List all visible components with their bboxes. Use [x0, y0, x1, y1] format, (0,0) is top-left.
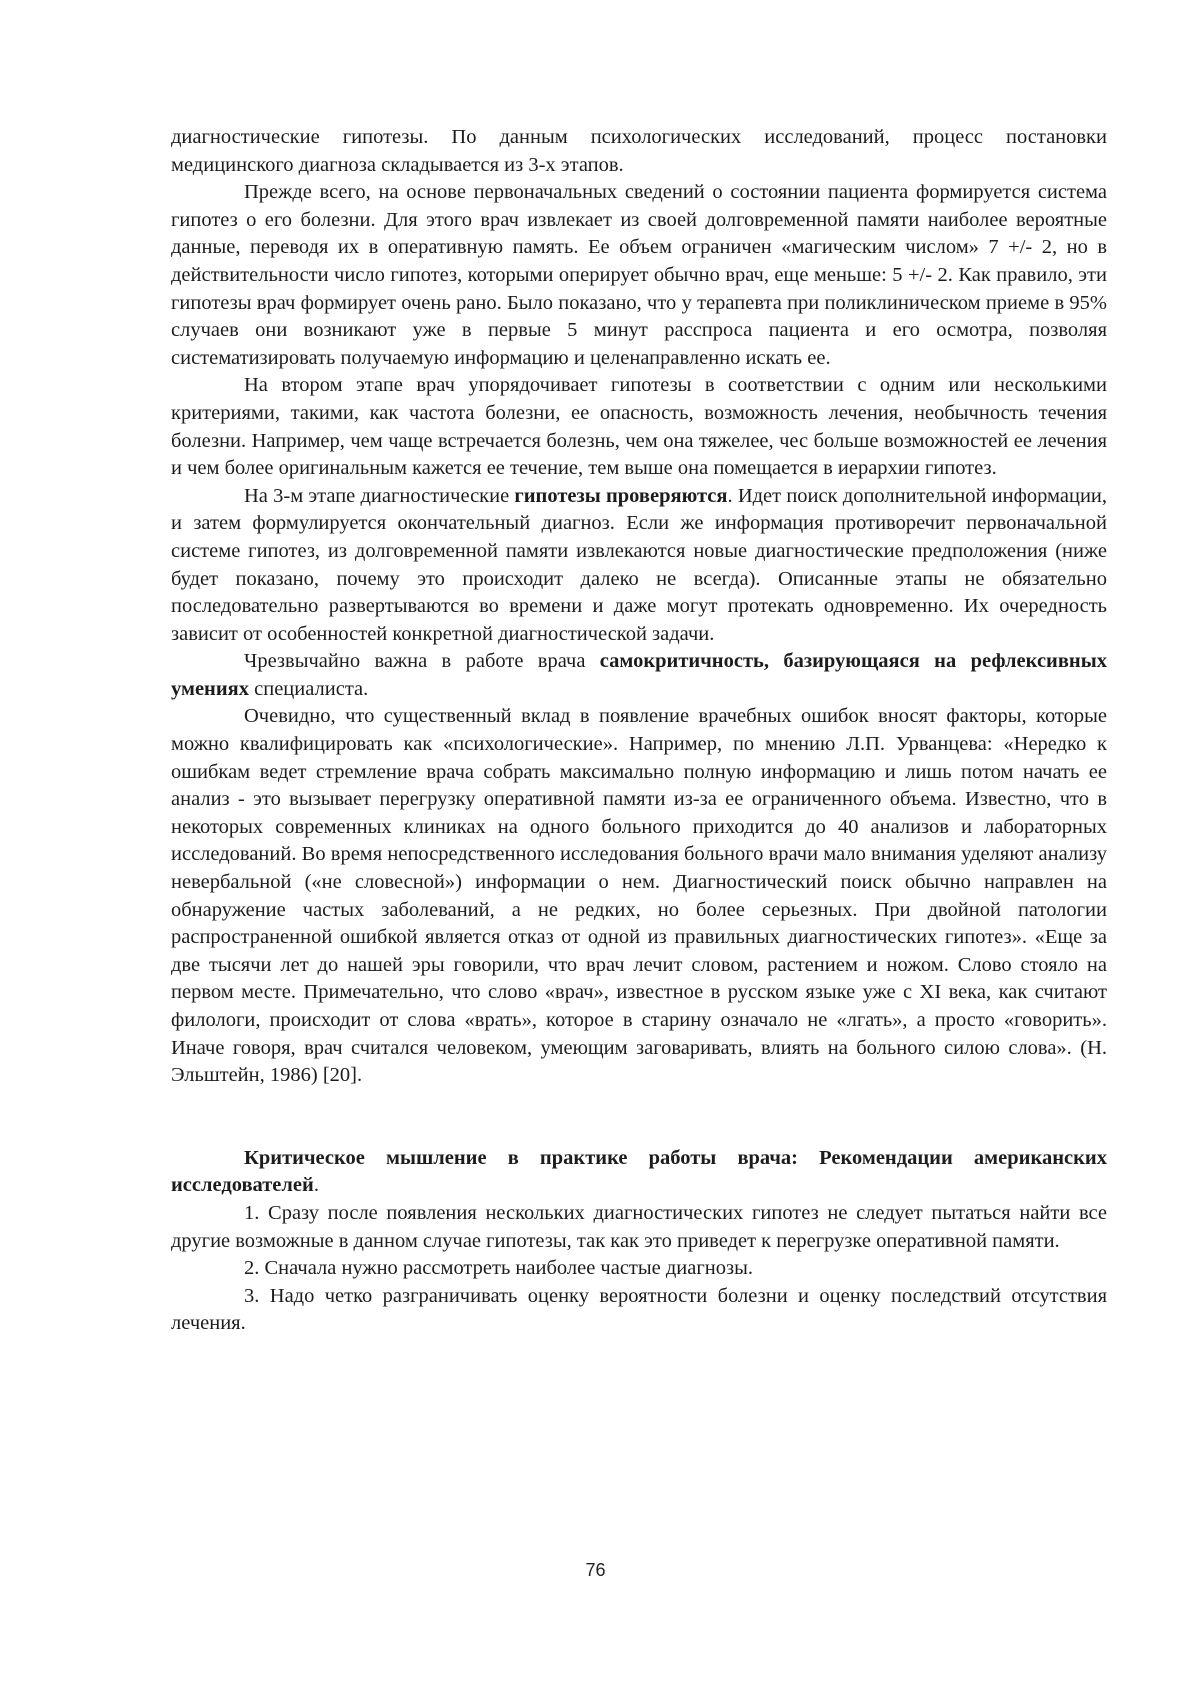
- section-heading: [171, 1145, 1107, 1200]
- list-item: 2. Сначала нужно рассмотреть наиболее частые диагнозы.: [244, 1257, 754, 1280]
- list-item: 1. Сразу после появления нескольких диагностических гипотез не следует пытаться найти все другие возможные в данном случае гипотезы, так как это приведет к перегрузке оперативной памяти.: [171, 1201, 1107, 1252]
- paragraph-stage-one: Прежде всего, на основе первоначальных сведений о состоянии пациента формируется система гипотез о его болезни. Для этого врач извлекает из своей долговременной памяти наиболее вероятные данные, переводя их в оперативную память. Ее объем ограничен «магическим числом» 7 +/- 2, но в действительности число гипотез, которыми оперирует обычно врач, еще меньше: 5 +/- 2. Как правило, эти гипотезы врач формирует очень рано. Было показано, что у терапевта при поликлиническом приеме в 95% случаев они возникают уже в первые 5 минут расспроса пациента и его осмотра, позволяя систематизировать получаемую информацию и целенаправленно искать ее.: [171, 181, 1107, 369]
- page-body: [171, 124, 1107, 1338]
- text-run: специалиста.: [249, 677, 369, 700]
- paragraph-stage-three: [171, 483, 1107, 649]
- text-run: . Идет поиск дополнительной информации, и затем формулируется окончательный диагноз. Если же информация противоречит первоначальной системе гипотез, из долговременной памяти извлекаются новые диагностические предположения (ниже будет показано, почему это происходит далеко не всегда). Описанные этапы не обязательно последовательно развертываются во времени и даже могут протекать одновременно. Их очередность зависит от особенностей конкретной диагностической задачи.: [171, 484, 1108, 645]
- paragraph-continuation: диагностические гипотезы. По данным психологических исследований, процесс постановки медицинского диагноза складывается из 3-х этапов.: [171, 126, 1107, 176]
- bold-text-run: гипотезы проверяются: [514, 484, 728, 507]
- paragraph-psychological-factors: Очевидно, что существенный вклад в появление врачебных ошибок вносят факторы, которые можно квалифицировать как «психологические». Например, по мнению Л.П. Урванцева: «Нередко к ошибкам ведет стремление врача собрать максимально полную информацию и лишь потом начать ее анализ - это вызывает перегрузку оперативной памяти из-за ее ограниченного объема. Известно, что в некоторых современных клиниках на одного больного приходится до 40 анализов и лабораторных исследований. Во время непосредственного исследования больного врачи мало внимания уделяют анализу невербальной («не словесной») информации о нем. Диагностический поиск обычно направлен на обнаружение частых заболеваний, а не редких, но более серьезных. При двойной патологии распространенной ошибкой является отказ от одной из правильных диагностических гипотез». «Еще за две тысячи лет до нашей эры говорили, что врач лечит словом, растением и ножом. Слово стояло на первом месте. Примечательно, что слово «врач», известное в русском языке уже с XI века, как считают филологи, происходит от слова «врать», которое в старину означало не «лгать», а просто «говорить». Иначе говоря, врач считался человеком, умеющим заговаривать, влиять на больного силою слова». (Н. Эльштейн, 1986) [20].: [171, 705, 1107, 1087]
- bold-text-run: самокритичность, базирующаяся на рефлексивных умениях: [171, 650, 1107, 700]
- paragraph-stage-two: На втором этапе врач упорядочивает гипотезы в соответствии с одним или несколькими критериями, такими, как частота болезни, ее опасность, возможность лечения, необычность течения болезни. Например, чем чаще встречается болезнь, чем она тяжелее, чес больше возможностей ее лечения и чем более оригинальным кажется ее течение, тем выше она помещается в иерархии гипотез.: [171, 374, 1107, 480]
- page-number: 76: [585, 1560, 606, 1580]
- text-run: На 3-м этапе диагностические: [244, 484, 515, 507]
- text-run: Чрезвычайно важна в работе врача: [244, 650, 600, 673]
- section-heading-text: Критическое мышление в практике работы врача: Рекомендации американских исследователей: [171, 1146, 1107, 1197]
- list-item: 3. Надо четко разграничивать оценку вероятности болезни и оценку последствий отсутствия лечения.: [171, 1284, 1107, 1335]
- paragraph-self-criticism: [171, 648, 1107, 703]
- section-heading-period: .: [313, 1174, 319, 1197]
